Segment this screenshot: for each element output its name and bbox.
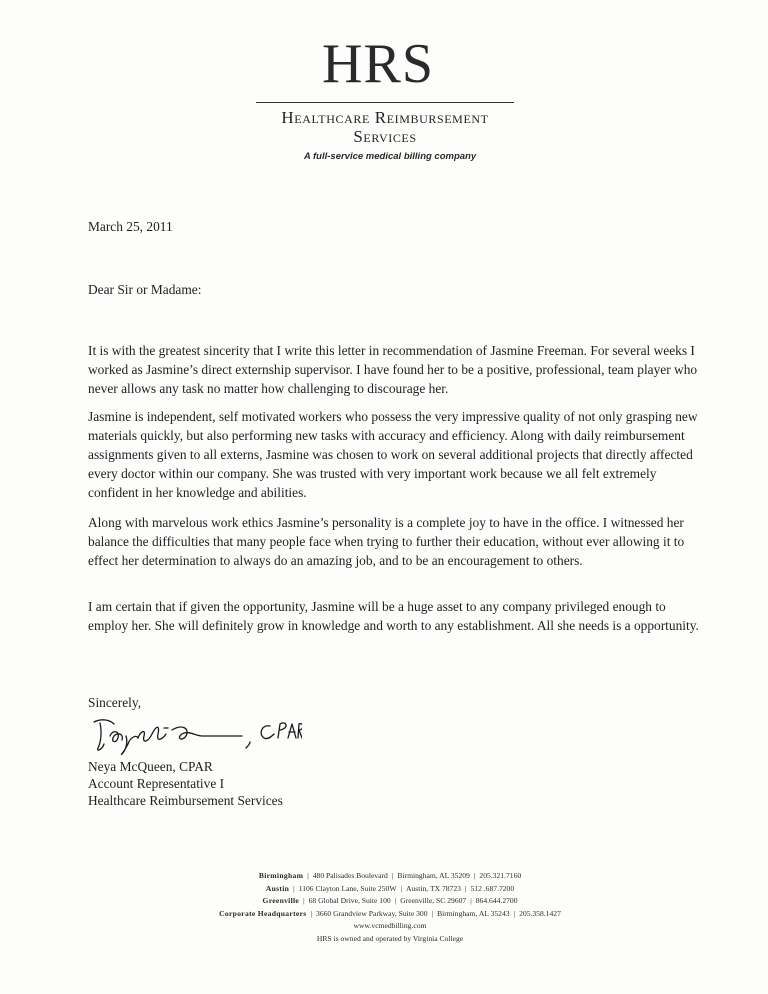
paragraph-1: It is with the greatest sincerity that I write this letter in recommendation of Jasmine Freeman. For several weeks I worked as Jasmine’s direct externship supervisor. I have found her to be a positive, professional, team player who never allows any task no matter how challenging to discourage her. [88,343,698,396]
signer-name: Neya McQueen, CPAR [88,759,213,774]
salutation: Dear Sir or Madame: [88,282,202,297]
ownership-note: HRS is owned and operated by Virginia College [316,933,464,943]
company-name-line-1: Healthcare Reimbursement [281,108,489,127]
signature-block [88,758,708,809]
office-corporate-headquarters: Corporate Headquarters | 3660 Grandview Parkway, Suite 300 | Birmingham, AL 35243 | 205.358.1427 [219,908,561,918]
closing: Sincerely, [88,695,142,710]
logo-divider [256,102,514,103]
company-name [240,108,530,146]
signer-title: Account Representative I [88,776,225,791]
office-birmingham: Birmingham | 480 Palisades Boulevard | Birmingham, AL 35209 | 205.321.7160 [258,871,522,880]
office-austin: Austin | 1106 Clayton Lane, Suite 250W | Austin, TX 78723 | 512 .687.7200 [265,883,515,893]
handwritten-signature [92,714,302,760]
company-name-line-2: Services [353,127,417,146]
company-logo: HRS [322,33,434,95]
company-website: www.vcmedbilling.com [353,921,427,930]
signer-company: Healthcare Reimbursement Services [88,793,283,808]
letterhead-footer [130,870,650,945]
office-greenville: Greenville | 68 Global Drive, Suite 100 | Greenville, SC 29607 | 864.644.2700 [262,896,518,905]
letter-date: March 25, 2011 [88,219,173,234]
company-tagline: A full-service medical billing company [303,151,477,162]
paragraph-4: I am certain that if given the opportunity, Jasmine will be a huge asset to any company privileged enough to employ her. She will definitely grow in knowledge and worth to any establishment. All she needs is a opportunity. [88,599,699,633]
paragraph-2: Jasmine is independent, self motivated workers who possess the very impressive quality of not only grasping new materials quickly, but also performing new tasks with accuracy and efficiency. Along with daily reimbursement assignments given to all externs, Jasmine was chosen to work on several additional projects that directly affected every doctor within our company. She was trusted with very important work because we all felt extremely confident in her knowledge and abilities. [88,409,698,500]
paragraph-3: Along with marvelous work ethics Jasmine’s personality is a complete joy to have in the office. I witnessed her balance the difficulties that many people face when trying to further their education, without ever allowing it to effect her determination to always do an amazing job, and to be an encouragement to others. [88,515,685,568]
